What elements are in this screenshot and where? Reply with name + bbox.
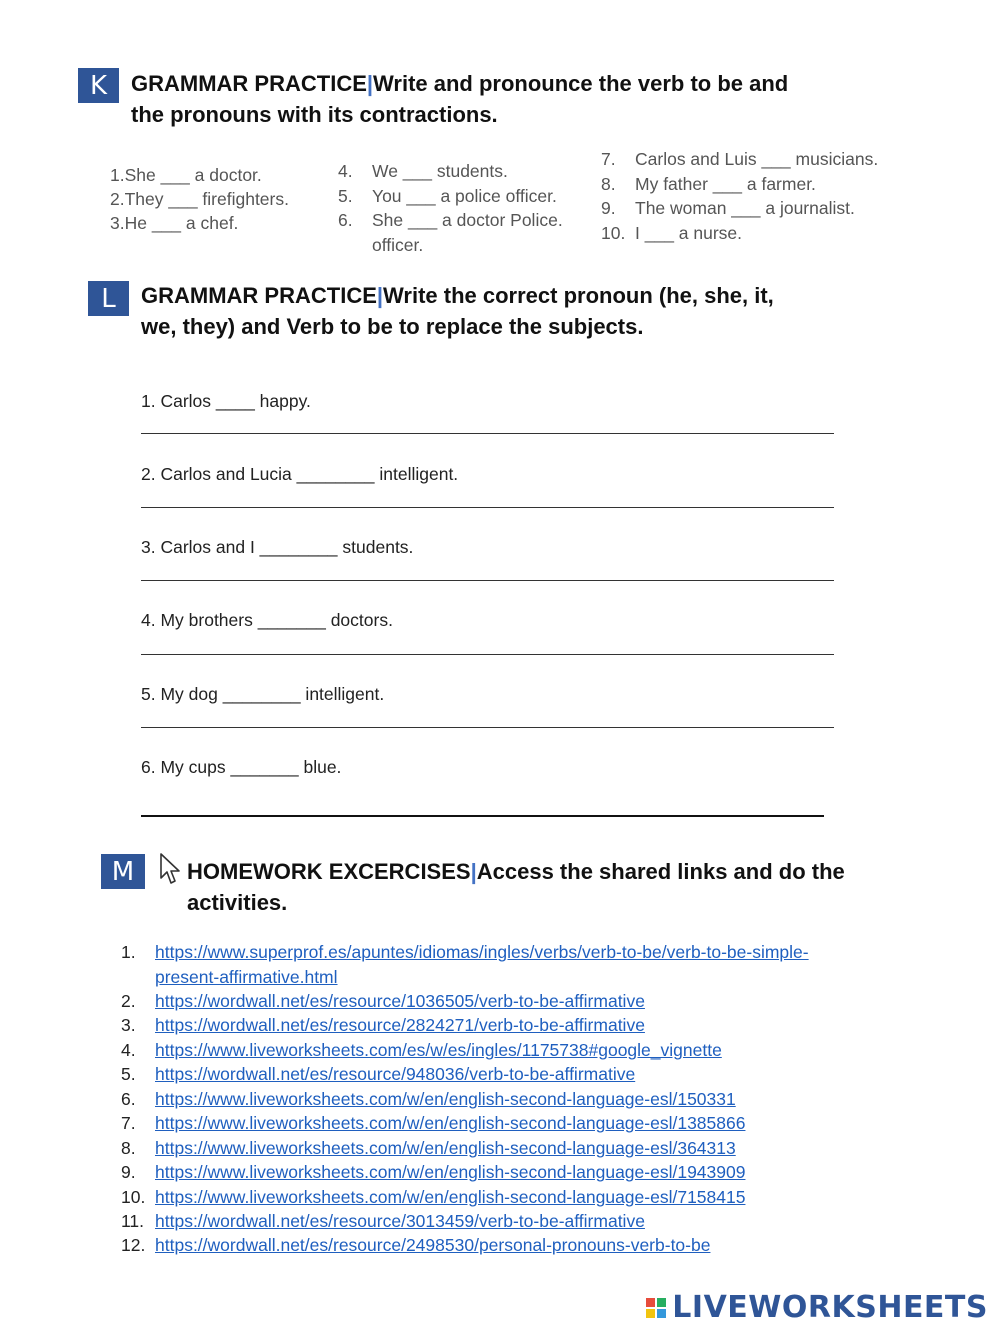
section-k-badge: K bbox=[78, 68, 119, 103]
l-exercise-3: 3. Carlos and I ________ students. bbox=[141, 537, 414, 557]
link-1-cont[interactable]: present-affirmative.html bbox=[155, 967, 338, 987]
l-answer-line-1[interactable] bbox=[141, 433, 834, 434]
link-item-7: 7. https://www.liveworksheets.com/w/en/english-second-language-esl/1385866 bbox=[121, 1113, 746, 1133]
liveworksheets-logo-icon bbox=[646, 1298, 666, 1318]
section-l-title: GRAMMAR PRACTICE bbox=[141, 283, 377, 308]
link-item-11: 11. https://wordwall.net/es/resource/3013459/verb-to-be-affirmative bbox=[121, 1211, 645, 1231]
section-k-separator: | bbox=[366, 71, 374, 96]
k-exercise-1: 1.She ___ a doctor. bbox=[110, 165, 262, 185]
link-item-1-cont bbox=[121, 965, 338, 990]
l-exercise-2: 2. Carlos and Lucia ________ intelligent. bbox=[141, 464, 459, 484]
section-k-heading bbox=[131, 68, 788, 130]
k-exercise-2: 2.They ___ firefighters. bbox=[110, 189, 289, 209]
link-item-3: 3. https://wordwall.net/es/resource/2824271/verb-to-be-affirmative bbox=[121, 1015, 645, 1035]
link-12[interactable]: https://wordwall.net/es/resource/2498530/personal-pronouns-verb-to-be bbox=[155, 1235, 711, 1255]
section-l-separator: | bbox=[376, 283, 384, 308]
link-item-12: 12. https://wordwall.net/es/resource/2498530/personal-pronouns-verb-to-be bbox=[121, 1235, 711, 1255]
section-m-title: HOMEWORK EXCERCISES bbox=[187, 859, 471, 884]
section-m-separator: | bbox=[470, 859, 477, 884]
link-10[interactable]: https://www.liveworksheets.com/w/en/english-second-language-esl/7158415 bbox=[155, 1187, 746, 1207]
liveworksheets-logo-text: LIVEWORKSHEETS bbox=[672, 1290, 988, 1325]
link-item-1: 1. https://www.superprof.es/apuntes/idiomas/ingles/verbs/verb-to-be/verb-to-be-simple- bbox=[121, 942, 809, 962]
section-m-badge: M bbox=[101, 854, 145, 889]
k-exercise-8: 8. My father ___ a farmer. bbox=[601, 174, 816, 194]
link-item-2: 2. https://wordwall.net/es/resource/1036505/verb-to-be-affirmative bbox=[121, 991, 645, 1011]
l-answer-line-2[interactable] bbox=[141, 507, 834, 508]
k-exercise-9: 9. The woman ___ a journalist. bbox=[601, 198, 855, 218]
link-8[interactable]: https://www.liveworksheets.com/w/en/english-second-language-esl/364313 bbox=[155, 1138, 736, 1158]
section-k-instruction-1: Write and pronounce the verb to be and bbox=[373, 71, 789, 96]
k-exercise-10: 10. I ___ a nurse. bbox=[601, 223, 743, 243]
link-item-6: 6. https://www.liveworksheets.com/w/en/english-second-language-esl/150331 bbox=[121, 1089, 736, 1109]
section-l-instruction-1: Write the correct pronoun (he, she, it, bbox=[383, 283, 774, 308]
link-4[interactable]: https://www.liveworksheets.com/es/w/es/ingles/1175738#google_vignette bbox=[155, 1040, 722, 1060]
link-item-10: 10. https://www.liveworksheets.com/w/en/english-second-language-esl/7158415 bbox=[121, 1187, 746, 1207]
link-6[interactable]: https://www.liveworksheets.com/w/en/english-second-language-esl/150331 bbox=[155, 1089, 736, 1109]
l-exercise-5: 5. My dog ________ intelligent. bbox=[141, 684, 385, 704]
k-exercise-5: 5. You ___ a police officer. bbox=[338, 186, 557, 206]
l-exercise-6: 6. My cups _______ blue. bbox=[141, 757, 342, 777]
link-5[interactable]: https://wordwall.net/es/resource/948036/verb-to-be-affirmative bbox=[155, 1064, 636, 1084]
link-11[interactable]: https://wordwall.net/es/resource/3013459/verb-to-be-affirmative bbox=[155, 1211, 645, 1231]
section-m-instruction-1: Access the shared links and do the bbox=[476, 859, 845, 884]
link-9[interactable]: https://www.liveworksheets.com/w/en/english-second-language-esl/1943909 bbox=[155, 1162, 746, 1182]
link-2[interactable]: https://wordwall.net/es/resource/1036505/verb-to-be-affirmative bbox=[155, 991, 645, 1011]
l-answer-line-6[interactable] bbox=[141, 815, 824, 817]
l-exercise-4: 4. My brothers _______ doctors. bbox=[141, 610, 393, 630]
section-k-instruction-2: the pronouns with its contractions. bbox=[131, 102, 498, 127]
link-item-9: 9. https://www.liveworksheets.com/w/en/english-second-language-esl/1943909 bbox=[121, 1162, 746, 1182]
k-exercise-7: 7. Carlos and Luis ___ musicians. bbox=[601, 149, 879, 169]
link-1[interactable]: https://www.superprof.es/apuntes/idiomas/ingles/verbs/verb-to-be/verb-to-be-simple- bbox=[155, 942, 809, 962]
k-exercise-6-cont: officer. bbox=[372, 235, 424, 255]
l-answer-line-5[interactable] bbox=[141, 727, 834, 728]
section-k-title: GRAMMAR PRACTICE bbox=[131, 71, 367, 96]
link-7[interactable]: https://www.liveworksheets.com/w/en/english-second-language-esl/1385866 bbox=[155, 1113, 746, 1133]
section-l-badge: L bbox=[88, 281, 129, 316]
link-item-5: 5. https://wordwall.net/es/resource/948036/verb-to-be-affirmative bbox=[121, 1064, 636, 1084]
section-l-instruction-2: we, they) and Verb to be to replace the subjects. bbox=[141, 314, 644, 339]
k-exercise-6: 6. She ___ a doctor Police. bbox=[338, 210, 563, 230]
l-exercise-1: 1. Carlos ____ happy. bbox=[141, 391, 311, 411]
l-answer-line-4[interactable] bbox=[141, 654, 834, 655]
link-item-4: 4. https://www.liveworksheets.com/es/w/es/ingles/1175738#google_vignette bbox=[121, 1040, 722, 1060]
link-item-8: 8. https://www.liveworksheets.com/w/en/english-second-language-esl/364313 bbox=[121, 1138, 736, 1158]
section-m-instruction-2: activities. bbox=[187, 890, 288, 915]
k-exercise-3: 3.He ___ a chef. bbox=[110, 213, 239, 233]
cursor-pointer-icon bbox=[158, 852, 182, 886]
l-answer-line-3[interactable] bbox=[141, 580, 834, 581]
link-3[interactable]: https://wordwall.net/es/resource/2824271/verb-to-be-affirmative bbox=[155, 1015, 645, 1035]
liveworksheets-logo[interactable] bbox=[646, 1290, 988, 1325]
k-exercise-4: 4. We ___ students. bbox=[338, 161, 508, 181]
section-m-heading bbox=[187, 856, 845, 918]
section-l-heading bbox=[141, 280, 774, 342]
